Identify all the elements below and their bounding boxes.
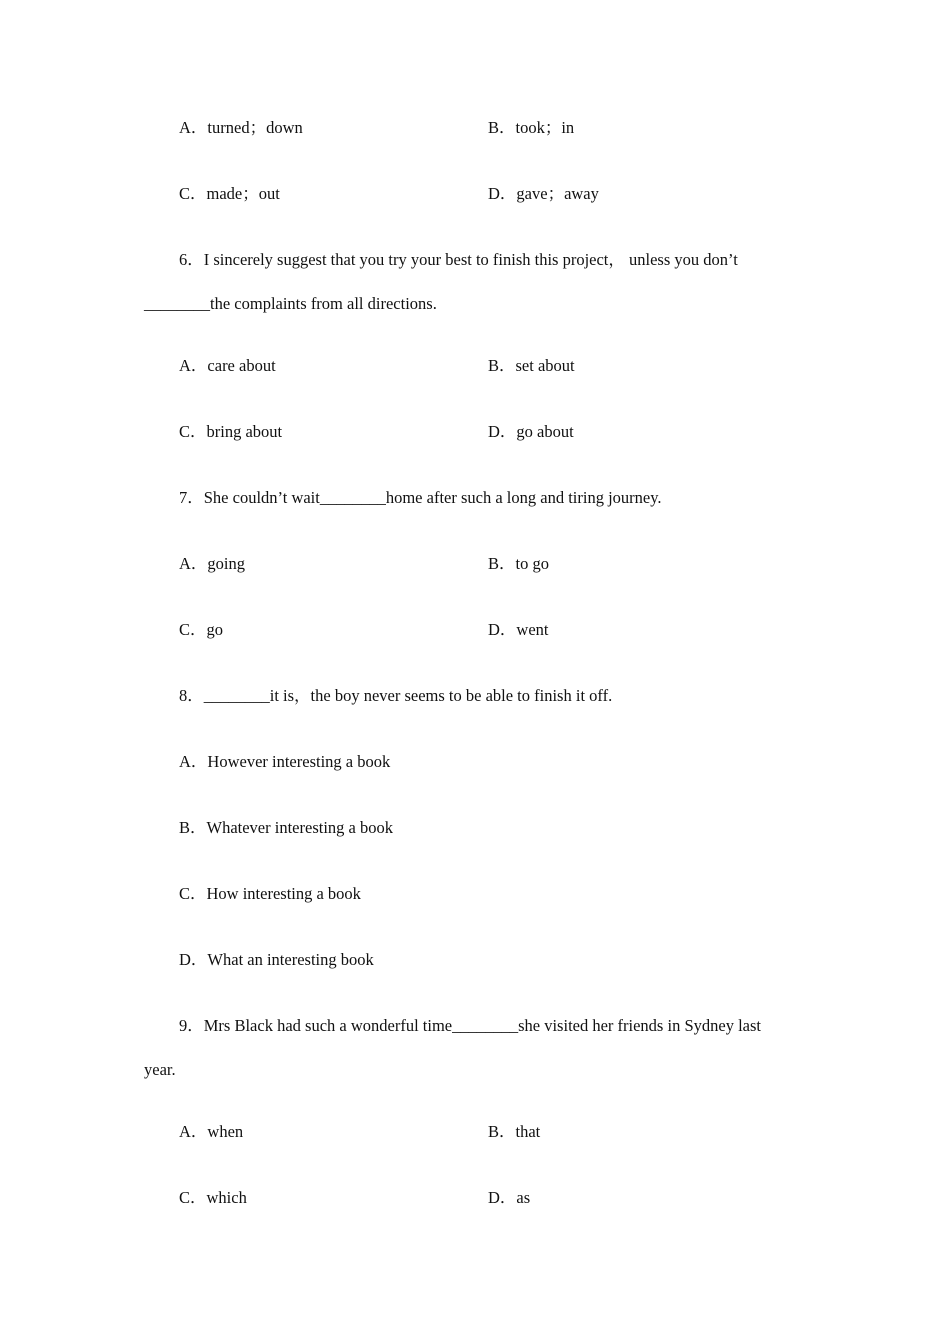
q8-option-c: C．How interesting a book [179,884,361,903]
q8-option-b: B．Whatever interesting a book [179,818,393,837]
q7-stem: 7．She couldn’t wait________home after such a long and tiring journey. [179,488,662,507]
q7-option-c: C．go [179,620,224,639]
q9-stem-line2: year. [144,1060,176,1079]
q5-option-c: C．made；out [179,184,280,203]
q9-option-b: B．that [488,1122,541,1141]
q6-option-d: D．go about [488,422,574,441]
q6-option-c: C．bring about [179,422,283,441]
q7-option-d: D．went [488,620,549,639]
q8-option-d: D．What an interesting book [179,950,374,969]
q8-option-a: A．However interesting a book [179,752,391,771]
q6-option-b: B．set about [488,356,575,375]
q8-stem: 8．________it is，the boy never seems to be able to finish it off. [179,686,613,705]
q6-stem-line2: ________the complaints from all directions. [144,294,437,313]
q9-option-c: C．which [179,1188,247,1207]
q9-stem-line1: 9．Mrs Black had such a wonderful time________she visited her friends in Sydney last [179,1016,761,1035]
q5-option-d: D．gave；away [488,184,599,203]
q6-stem-line1: 6．I sincerely suggest that you try your best to finish this project， unless you don’t [179,250,738,269]
q5-option-a: A．turned；down [179,118,303,137]
q9-option-d: D．as [488,1188,531,1207]
q7-option-b: B．to go [488,554,549,573]
q9-option-a: A．when [179,1122,244,1141]
q5-option-b: B．took；in [488,118,575,137]
q7-option-a: A．going [179,554,245,573]
q6-option-a: A．care about [179,356,276,375]
